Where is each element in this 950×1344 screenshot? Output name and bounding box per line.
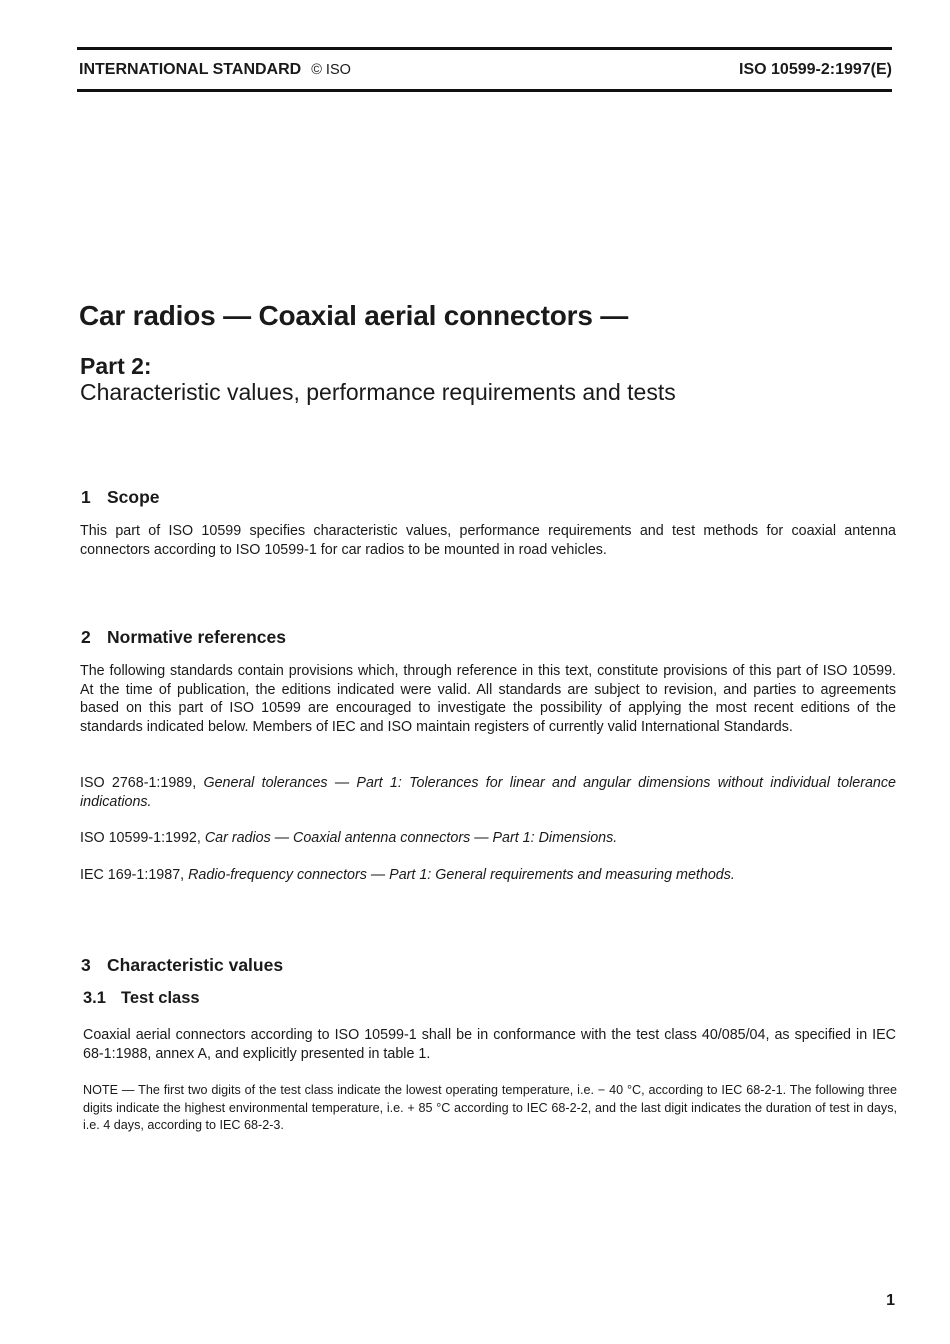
reference-title: General tolerances — Part 1: Tolerances for linear and angular dimensions without individual tolerance indications. (80, 775, 896, 810)
test-class-note: NOTE — The first two digits of the test class indicate the lowest operating temperature, i.e. − 40 °C, according to IEC 68-2-1. The following three digits indicate the highest environmental temperature, i.e. + 85 °C according to IEC 68-2-2, and the last digit indicates the duration of test in days, i.e. 4 days, according to IEC 68-2-3. (83, 1083, 897, 1133)
test-class-paragraph: Coaxial aerial connectors according to ISO 10599-1 shall be in conformance with the test class 40/085/04, as specified in IEC 68-1:1988, annex A, and explicitly presented in table 1. (83, 1027, 896, 1062)
reference-item (80, 866, 896, 885)
reference-id: ISO 2768-1:1989, (80, 775, 197, 791)
document-title: Car radios — Coaxial aerial connectors — (79, 300, 629, 331)
section-title: Normative references (107, 627, 286, 647)
subsection-number: 3.1 (83, 989, 106, 1007)
section-heading-scope (81, 487, 160, 508)
reference-item (80, 774, 896, 811)
section-heading-normative-references (81, 627, 286, 648)
page-number: 1 (886, 1292, 895, 1309)
subsection-heading-test-class (83, 989, 200, 1008)
part-label: Part 2: (80, 353, 152, 379)
part-title: Characteristic values, performance requirements and tests (80, 379, 676, 405)
reference-id: ISO 10599-1:1992, (80, 830, 201, 846)
header-bottom-rule (77, 89, 892, 92)
reference-title: Car radios — Coaxial antenna connectors — Part 1: Dimensions. (204, 830, 618, 846)
section-title: Characteristic values (107, 955, 284, 975)
section-title: Scope (107, 487, 160, 507)
section-number: 3 (81, 955, 91, 975)
header-standard-label (79, 61, 351, 79)
section-number: 1 (81, 487, 91, 507)
reference-id: IEC 169-1:1987, (80, 867, 185, 883)
scope-paragraph: This part of ISO 10599 specifies characteristic values, performance requirements and test methods for coaxial antenna connectors according to ISO 10599-1 for car radios to be mounted in road vehicles. (80, 523, 896, 558)
header-standard-number: ISO 10599-2:1997(E) (739, 61, 892, 78)
header-copyright: © ISO (311, 62, 351, 78)
section-number: 2 (81, 627, 91, 647)
header-standard-type: INTERNATIONAL STANDARD (79, 61, 302, 78)
reference-title: Radio-frequency connectors — Part 1: General requirements and measuring methods. (188, 867, 735, 883)
subsection-title: Test class (121, 989, 200, 1007)
section-heading-characteristic-values (81, 955, 283, 976)
header-top-rule (77, 47, 892, 50)
normative-references-paragraph: The following standards contain provisions which, through reference in this text, constitute provisions of this part of ISO 10599. At the time of publication, the editions indicated were valid. All standards are subject to revision, and parties to agreements based on this part of ISO 10599 are encouraged to investigate the possibility of applying the most recent editions of the standards indicated below. Members of IEC and ISO maintain registers of currently valid International Standards. (80, 663, 896, 735)
reference-item (80, 829, 896, 848)
